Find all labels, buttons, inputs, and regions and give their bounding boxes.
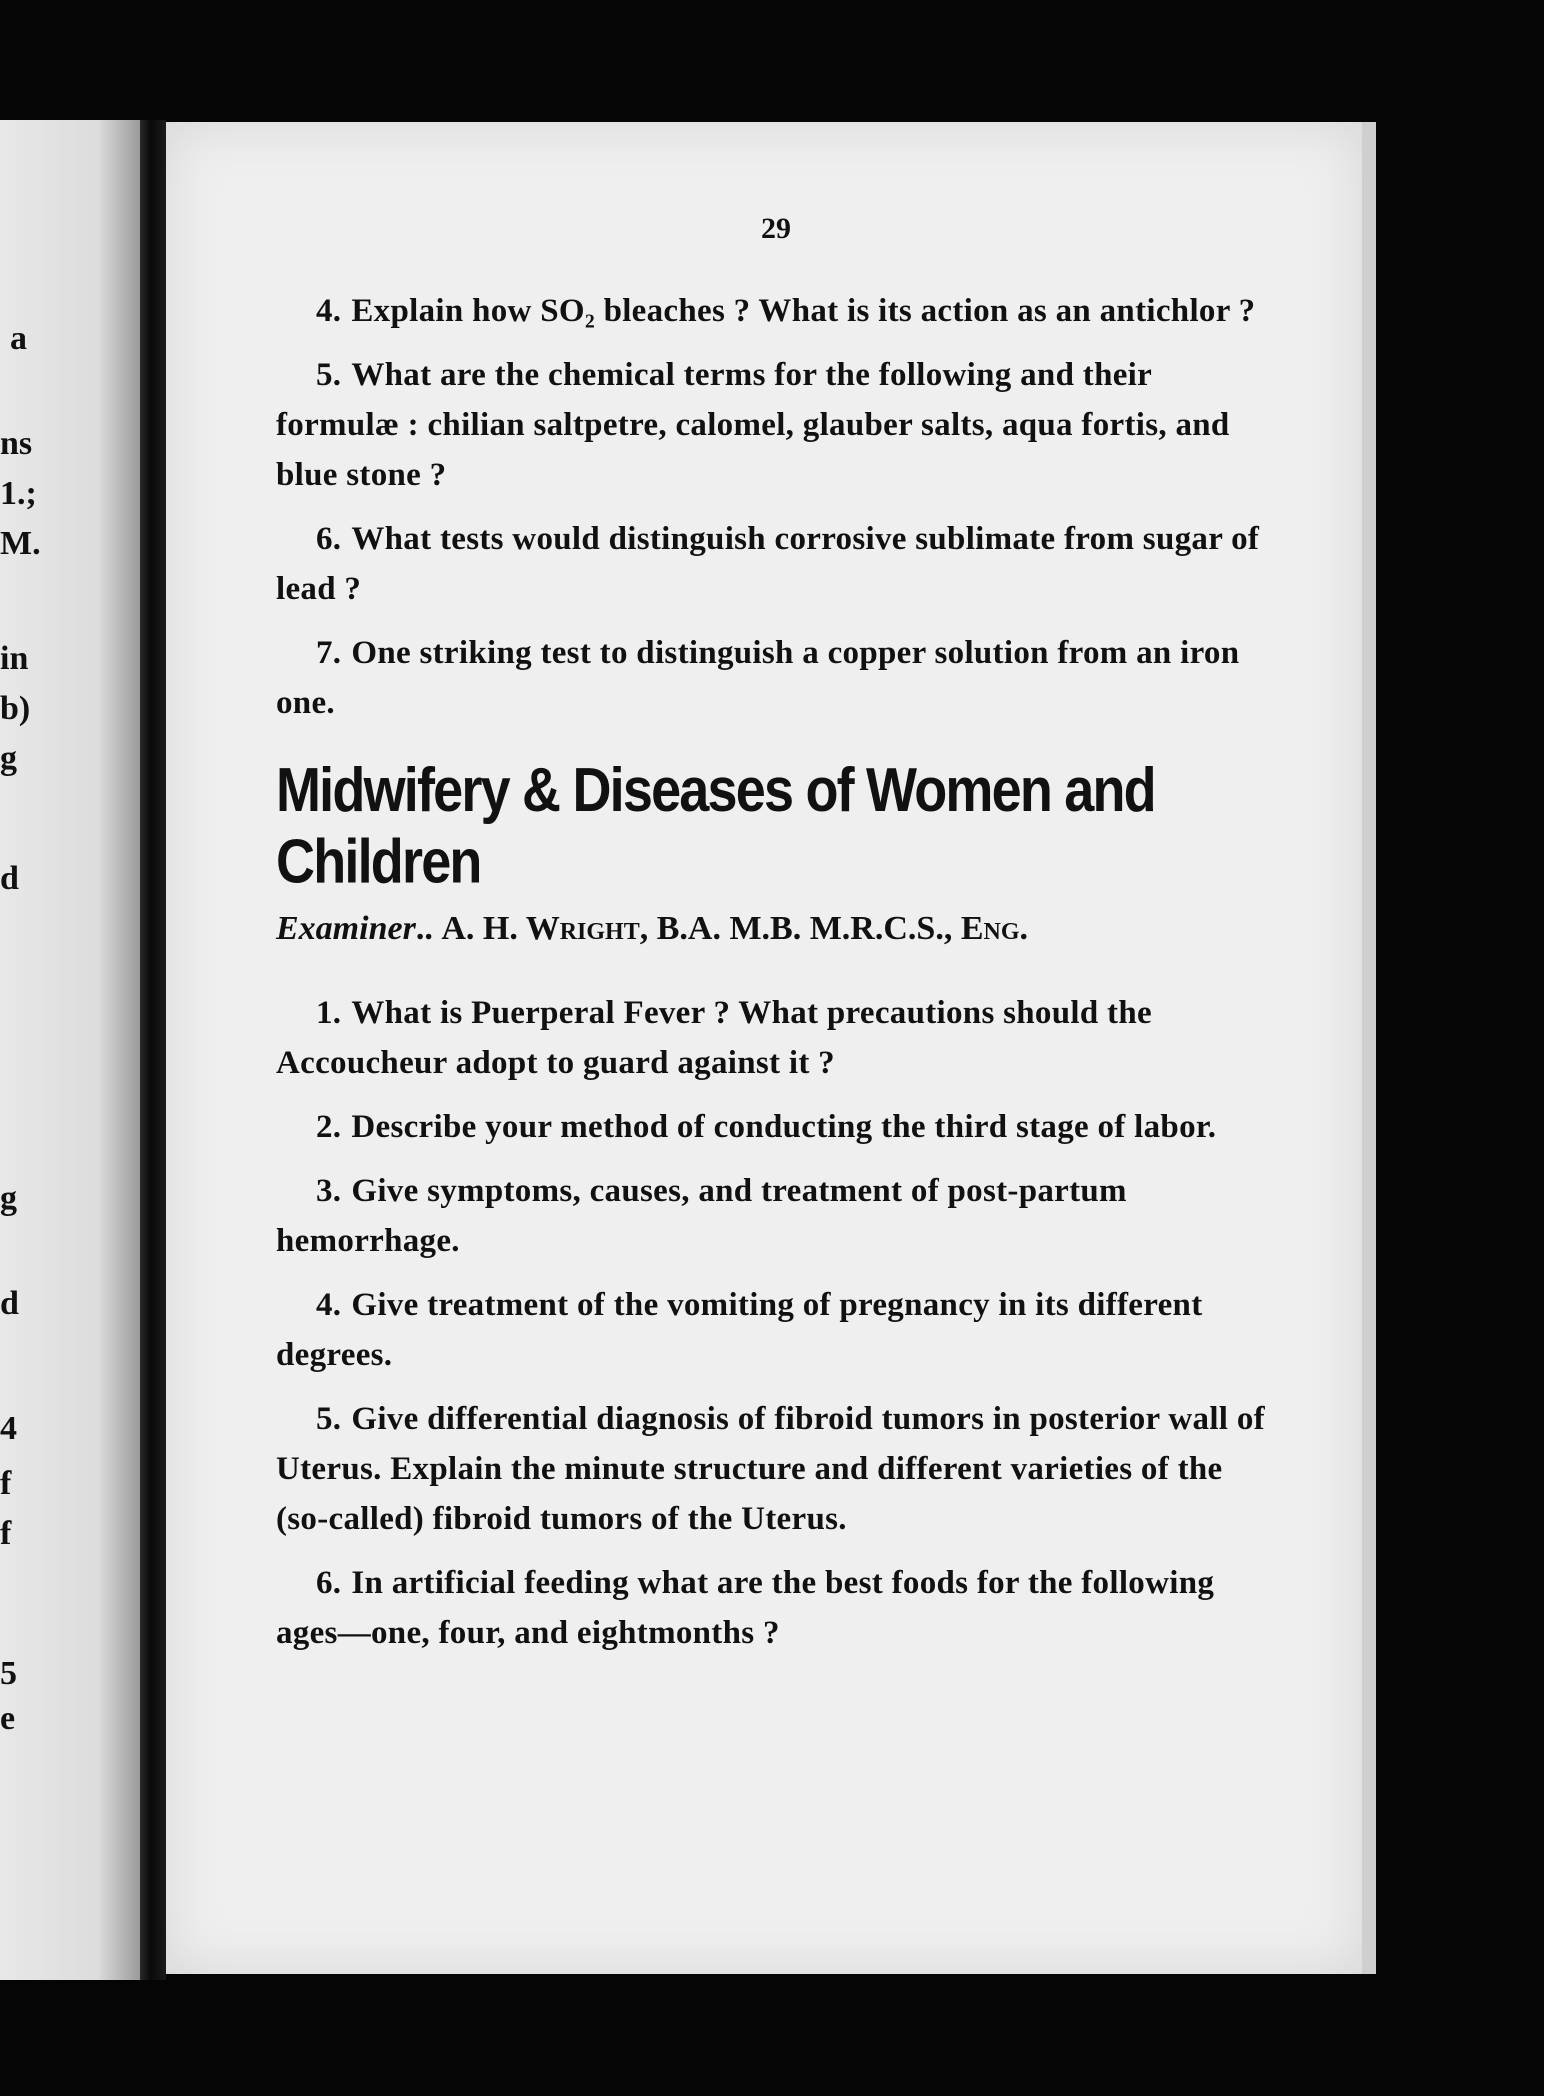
left-page-fragment: f [0, 1465, 12, 1502]
question-item: 6. What tests would distinguish corrosive sublimate from sugar of lead ? [276, 521, 1260, 607]
examiner-separator: .. [415, 910, 433, 947]
left-page-fragment: d [0, 1285, 19, 1322]
left-page-fragment: M. [0, 525, 41, 562]
question-item: 6. In artificial feeding what are the best foods for the following ages—one, four, and eightmonths ? [276, 1565, 1215, 1651]
question-item: 4. Explain how SO₂ bleaches ? What is its action as an antichlor ? [316, 293, 1256, 329]
left-page-fragment: g [0, 1180, 17, 1217]
examiner-line [276, 910, 1276, 948]
left-page-fragment: 1.; [0, 475, 37, 512]
section-heading: Midwifery & Diseases of Women and Children [276, 755, 1155, 897]
left-page-fragment: e [0, 1700, 16, 1737]
question-item: 5. Give differential diagnosis of fibroid tumors in posterior wall of Uterus. Explain the minute structure and different varieties of the (so-called) fibroid tumors of the Uterus. [276, 1401, 1265, 1537]
question-item: 2. Describe your method of conducting the third stage of labor. [316, 1109, 1217, 1145]
left-page-edge [0, 120, 140, 1980]
question-item: 7. One striking test to distinguish a copper solution from an iron one. [276, 635, 1240, 721]
page-number: 29 [761, 212, 791, 245]
question-item: 3. Give symptoms, causes, and treatment of post-partum hemorrhage. [276, 1173, 1127, 1259]
book-gutter [140, 120, 166, 1980]
left-page-fragment: 4 [0, 1410, 17, 1447]
left-page-fragment: b) [0, 690, 31, 727]
left-page-fragment: 5 [0, 1655, 17, 1692]
examiner-name: A. H. Wright, B.A. M.B. M.R.C.S., Eng. [441, 910, 1028, 947]
examiner-label: Examiner [276, 910, 416, 947]
left-page-fragment: ns [0, 425, 33, 462]
left-page-fragment: d [0, 860, 19, 897]
left-page-fragment: in [0, 640, 29, 677]
question-item: 4. Give treatment of the vomiting of pregnancy in its different degrees. [276, 1287, 1203, 1373]
question-item: 5. What are the chemical terms for the following and their formulæ : chilian saltpetre, calomel, glauber salts, aqua fortis, and blue stone ? [276, 357, 1230, 493]
exam-page [166, 122, 1376, 1974]
page-content [276, 212, 1276, 1672]
left-page-fragment: g [0, 740, 17, 777]
left-page-fragment: f [0, 1515, 12, 1552]
question-item: 1. What is Puerperal Fever ? What precautions should the Accoucheur adopt to guard against it ? [276, 995, 1152, 1081]
left-page-fragment: a [10, 320, 27, 357]
